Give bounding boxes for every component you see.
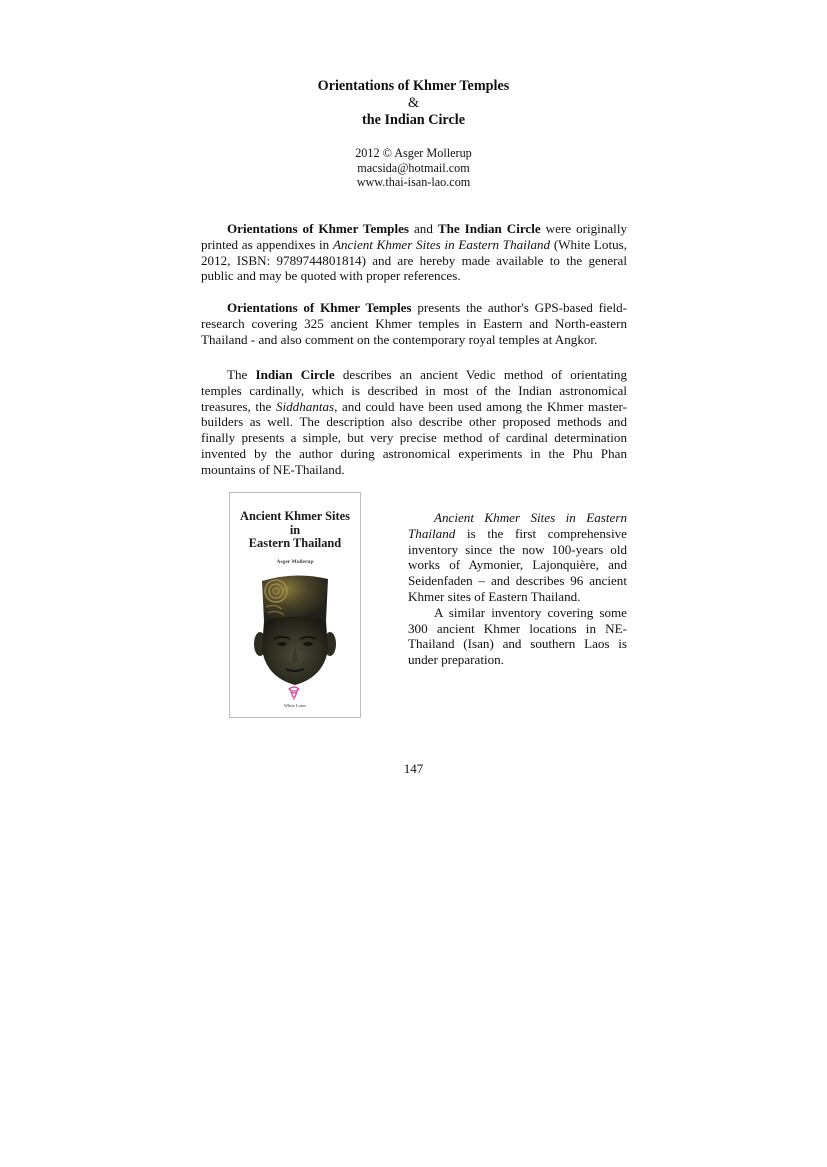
bold-term: The Indian Circle	[437, 221, 541, 236]
text-run: The	[227, 367, 256, 382]
title-line-2: the Indian Circle	[362, 112, 465, 128]
text-run: presents the author's GPS-based field-research covering 325 ancient Khmer temples in Eastern and North-eastern Thailand - and also comment on the contemporary royal temples at Angkor.	[201, 300, 627, 347]
author-email: macsida@hotmail.com	[357, 160, 470, 175]
italic-term: Siddhantas	[275, 398, 335, 414]
text-run: describes an ancient Vedic method of orientating temples cardinally, which is described in most of the Indian astronomical treasures, the	[201, 367, 627, 414]
book-cover-image	[229, 492, 361, 718]
book-description-paragraph-1	[408, 510, 627, 605]
copyright-line: 2012 © Asger Mollerup	[355, 146, 472, 160]
cover-title-line-3: Eastern Thailand	[248, 536, 342, 550]
cover-title	[230, 510, 360, 551]
text-run: were originally printed as appendixes in	[201, 221, 628, 252]
text-run: A similar inventory covering some 300 ancient Khmer locations in NE-Thailand (Isan) and southern Laos is under preparation.	[408, 604, 627, 668]
cover-title-line-2: in	[289, 522, 301, 537]
author-info	[0, 146, 827, 190]
indian-circle-paragraph	[201, 367, 627, 478]
author-website: www.thai-isan-lao.com	[356, 175, 471, 189]
document-title	[0, 78, 827, 129]
intro-paragraph	[201, 221, 627, 284]
title-ampersand: &	[407, 95, 420, 111]
book-description-paragraph-2	[408, 605, 627, 668]
text-run: and	[409, 221, 438, 236]
khmer-stone-head-icon	[240, 569, 350, 689]
book-description	[408, 510, 627, 668]
text-run: is the first comprehensive inventory since the now 100-years old works of Aymonier, Lajonquière, and Seidenfaden – and describes 96 ancient Khmer sites of Eastern Thailand.	[408, 525, 627, 604]
page-number: 147	[403, 761, 424, 776]
white-lotus-logo-icon	[286, 685, 302, 701]
bold-term: Orientations of Khmer Temples	[227, 300, 412, 315]
text-run: , and could have been used among the Khmer master-builders as well. The description also describe other proposed methods and finally presents a simple, but very precise method of cardinal determination invented by the author during astronomical experiments in the Phu Phan mountains of NE-Thailand.	[201, 398, 627, 477]
publisher-name: White Lotus	[283, 703, 307, 708]
book-title-italic: Ancient Khmer Sites in Eastern Thailand	[408, 510, 627, 541]
book-title-italic: Ancient Khmer Sites in Eastern Thailand	[332, 236, 551, 252]
text-run: (White Lotus, 2012, ISBN: 9789744801814) and are hereby made available to the general public and may be quoted with proper references.	[201, 236, 627, 284]
cover-author: Asger Mollerup	[276, 559, 314, 565]
cover-title-line-1: Ancient Khmer Sites	[240, 509, 350, 523]
title-line-1: Orientations of Khmer Temples	[317, 78, 510, 94]
bold-term: Indian Circle	[255, 367, 335, 382]
orientations-paragraph	[201, 300, 627, 347]
bold-term: Orientations of Khmer Temples	[227, 221, 409, 236]
